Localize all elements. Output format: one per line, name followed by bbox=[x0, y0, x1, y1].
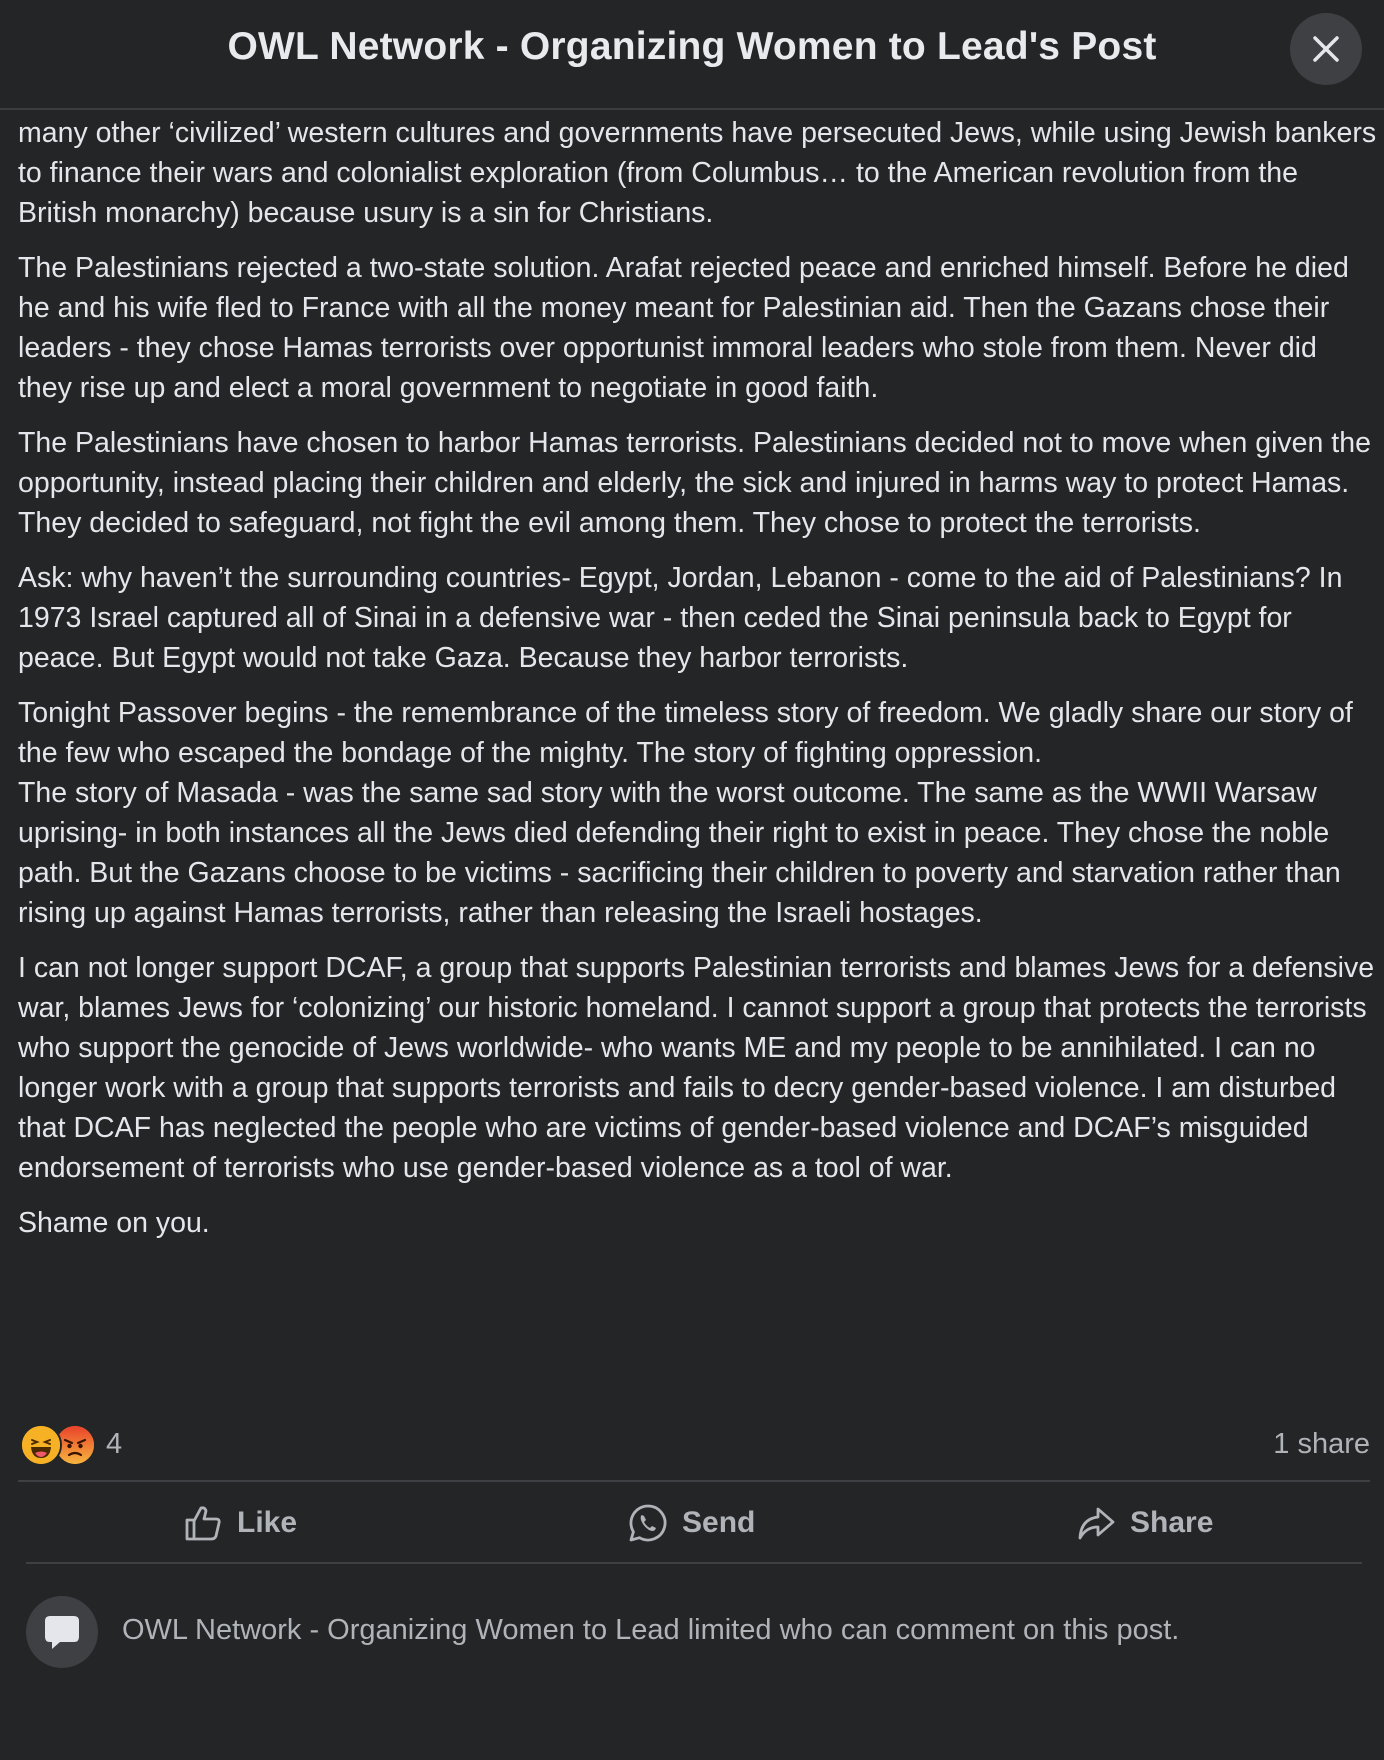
page-title: OWL Network - Organizing Women to Lead's Post bbox=[227, 25, 1157, 68]
send-button[interactable] bbox=[628, 1488, 755, 1558]
post-paragraph: The Palestinians have chosen to harbor Hamas terrorists. Palestinians decided not to move when given the opportunity, instead placing their children and elderly, the sick and injured in harms way to protect Hamas. They decided to safeguard, not fight the evil among them. They chose to protect the terrorists. bbox=[18, 427, 1371, 539]
comment-icon-container bbox=[26, 1596, 98, 1668]
post-paragraph: The Palestinians rejected a two-state solution. Arafat rejected peace and enriched himself. Before he died he and his wife fled to France with all the money meant for Palestinian aid. Then the Gazans chose their leaders - they chose Hamas terrorists over opportunist immoral leaders who stole from them. Never did they rise up and elect a moral government to negotiate in good faith. bbox=[18, 252, 1349, 404]
divider bbox=[26, 1562, 1362, 1564]
comment-bubble-icon bbox=[42, 1613, 82, 1653]
post-header bbox=[0, 0, 1384, 110]
thumbs-up-icon bbox=[183, 1503, 223, 1543]
comment-restriction-notice bbox=[26, 1596, 1366, 1668]
reactions-summary[interactable] bbox=[18, 1420, 1370, 1470]
share-count[interactable]: 1 share bbox=[1273, 1428, 1370, 1460]
comment-restriction-text: OWL Network - Organizing Women to Lead limited who can comment on this post. bbox=[122, 1614, 1180, 1646]
divider bbox=[18, 1480, 1370, 1482]
share-arrow-icon bbox=[1076, 1503, 1116, 1543]
post-text bbox=[18, 73, 1378, 1258]
post-paragraph: I can not longer support DCAF, a group that supports Palestinian terrorists and blames Jews for a defensive war, blames Jews for ‘colonizing’ our historic homeland. I cannot support a group that protects the terrorists who support the genocide of Jews worldwide- who wants ME and my people to be annihilated. I can no longer work with a group that supports terrorists and fails to decry gender-based violence. I am disturbed that DCAF has neglected the people who are victims of gender-based violence and DCAF’s misguided endorsement of terrorists who use gender-based violence as a tool of war. bbox=[18, 952, 1375, 1184]
post-paragraph: Shame on you. bbox=[18, 1207, 210, 1239]
like-button[interactable] bbox=[183, 1488, 297, 1558]
send-label: Send bbox=[682, 1506, 756, 1539]
post-paragraph: Ask: why haven’t the surrounding countries- Egypt, Jordan, Lebanon - come to the aid of Palestinians? In 1973 Israel captured all of Sinai in a defensive war - then ceded the Sinai peninsula back to Egypt for peace. But Egypt would not take Gaza. Because they harbor terrorists. bbox=[18, 562, 1343, 674]
haha-emoji-icon bbox=[20, 1424, 62, 1466]
share-label: Share bbox=[1130, 1506, 1214, 1539]
like-label: Like bbox=[237, 1506, 298, 1539]
post-body bbox=[0, 110, 1384, 1405]
reaction-icons bbox=[20, 1424, 100, 1464]
share-button[interactable] bbox=[1076, 1488, 1213, 1558]
close-icon bbox=[1310, 33, 1342, 65]
close-button[interactable] bbox=[1290, 13, 1362, 85]
whatsapp-icon bbox=[628, 1503, 668, 1543]
reaction-count: 4 bbox=[106, 1428, 123, 1460]
post-actions bbox=[18, 1488, 1370, 1558]
post-paragraph: many other ‘civilized’ western cultures and governments have persecuted Jews, while using Jewish bankers to finance their wars and colonialist exploration (from Columbus… to the American revolution from the British monarchy) because usury is a sin for Christians. bbox=[18, 117, 1377, 229]
post-paragraph: Tonight Passover begins - the remembrance of the timeless story of freedom. We gladly share our story of the few who escaped the bondage of the mighty. The story of fighting oppression. The story of Masada - was the same sad story with the worst outcome. The same as the WWII Warsaw uprising- in both instances all the Jews died defending their right to exist in peace. They chose the noble path. But the Gazans choose to be victims - sacrificing their children to poverty and starvation rather than rising up against Hamas terrorists, rather than releasing the Israeli hostages. bbox=[18, 697, 1353, 929]
